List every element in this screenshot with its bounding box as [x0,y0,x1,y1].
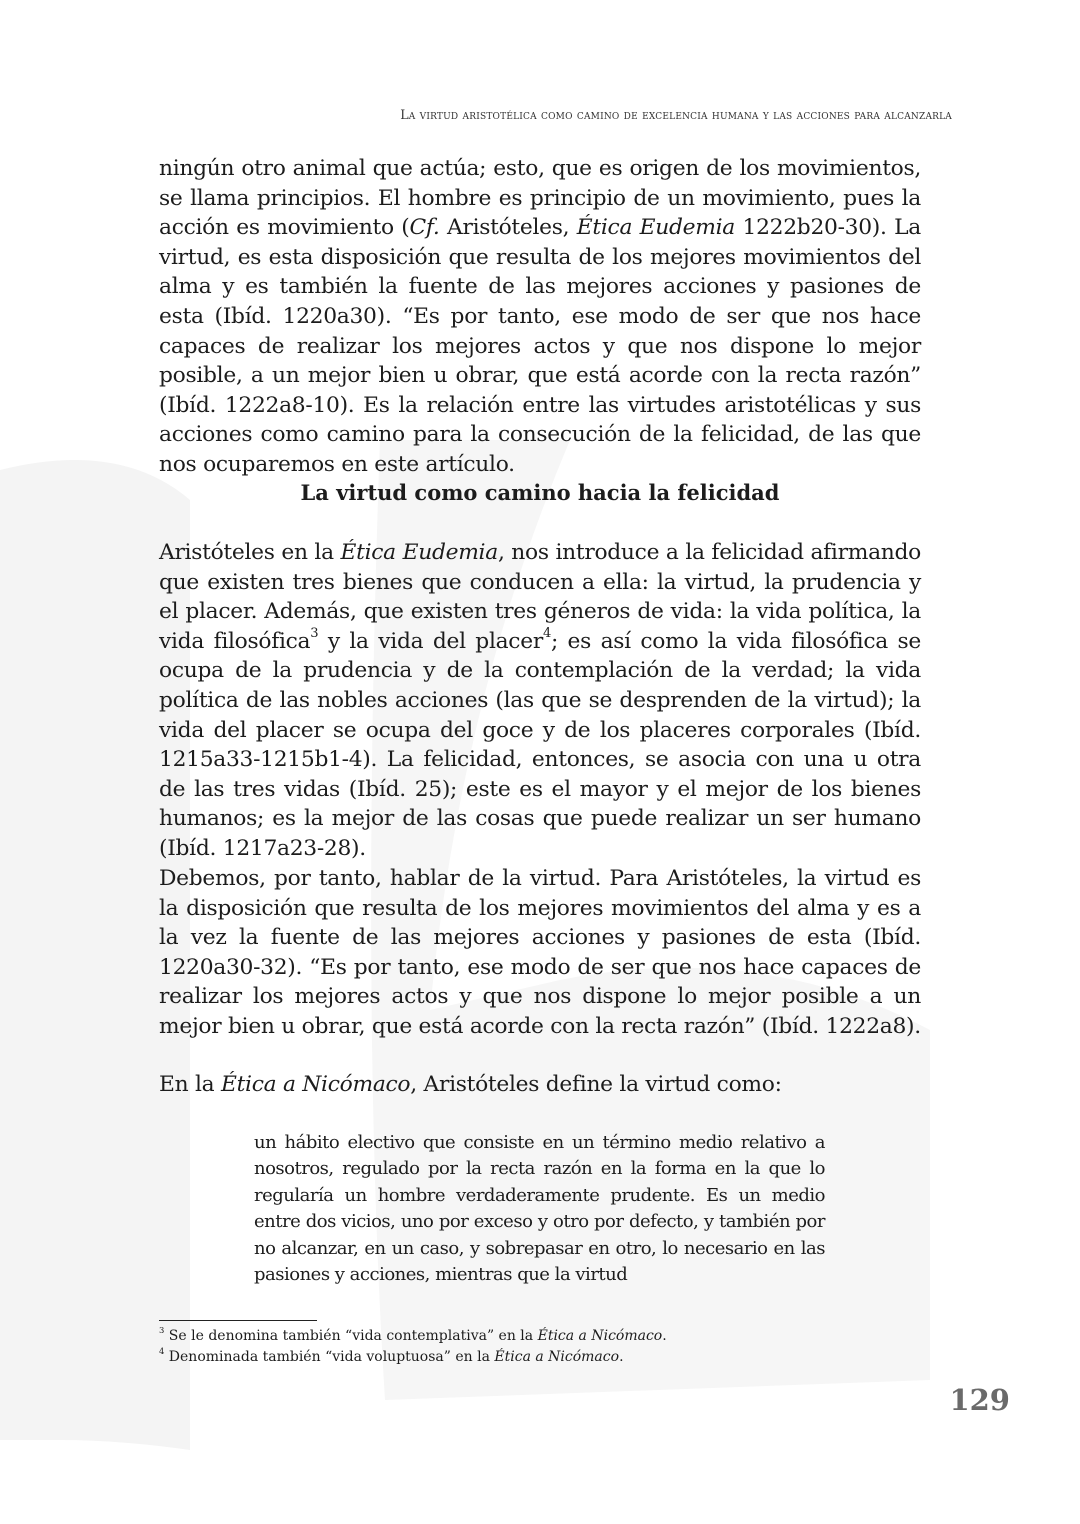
work-title: Ética a Nicómaco [220,1072,411,1097]
running-header: La virtud aristotélica como camino de excelencia humana y las acciones para alcanzarla [400,107,952,122]
work-title: Ética Eudemia [340,540,498,565]
footnote-ref-4[interactable]: 4 [542,625,551,641]
paragraph-felicidad: Aristóteles en la Ética Eudemia, nos introduce a la felicidad afirmando que existen tres bienes que conducen a ella: la virtud, la prudencia y el placer. Además, que existen tres géneros de vida: la vida política, la vida filosófica$^3$ y la vida del placer$^4$; es así como la vida filosófica se ocupa de la prudencia y de la contemplación de la verdad; la vida política de las nobles acciones (las que se desprenden de la virtud); la vida del placer se ocupa del goce y de los placeres corporales (Ibíd. 1215a33-1215b1-4). La felicidad, entonces, se asocia con una u otra de las tres vidas (Ibíd. 25); este es el mayor y el mejor de los bienes humanos; es la mejor de las cosas que puede realizar un ser humano (Ibíd. 1217a23-28). [159,540,921,861]
footnotes [159,1326,859,1368]
footnote-4: $^4$ Denominada también “vida voluptuosa” en la Ética a Nicómaco. [159,1345,624,1365]
footnote-separator [159,1320,317,1321]
intro-paragraph: ningún otro animal que actúa; esto, que es origen de los movimientos, se llama principios. El hombre es principio de un movimiento, pues la acción es movimiento (Cf. Aristóteles, Ética Eudemia 1222b20-30). La virtud, es esta disposición que resulta de los mejores movimientos del alma y es también la fuente de las mejores acciones y pasiones de esta (Ibíd. 1220a30). “Es por tanto, ese modo de ser que nos hace capaces de realizar los mejores actos y que nos dispone lo mejor posible, a un mejor bien u obrar, que está acorde con la recta razón” (Ibíd. 1222a8-10). Es la relación entre las virtudes aristotélicas y sus acciones como camino para la consecución de la felicidad, de las que nos ocuparemos en este artículo. [159,156,921,477]
block-quote: un hábito electivo que consiste en un término medio relativo a nosotros, regulado por la recta razón en la forma en la que lo regularía un hombre verdaderamente prudente. Es un medio entre dos vicios, uno por exceso y otro por defecto, y también por no alcanzar, en un caso, y sobrepasar en otro, lo necesario en las pasiones y acciones, mientras que la virtud [254,1132,825,1286]
paragraph-virtud: Debemos, por tanto, hablar de la virtud. Para Aristóteles, la virtud es la disposición que resulta de los mejores movimientos del alma y es a la vez la fuente de las mejores acciones y pasiones de esta (Ibíd. 1220a30-32). “Es por tanto, ese modo de ser que nos hace capaces de realizar los mejores actos y que nos dispone lo mejor posible a un mejor bien u obrar, que está acorde con la recta razón” (Ibíd. 1222a8). [159,866,921,1039]
section-heading: La virtud como camino hacia la felicidad [300,480,780,505]
paragraph-nicomaco-intro: En la Ética a Nicómaco, Aristóteles define la virtud como: [159,1072,782,1097]
page-number: 129 [949,1383,1010,1417]
work-title: Ética Eudemia [576,215,735,241]
footnote-3: $^3$ Se le denomina también “vida contemplativa” en la Ética a Nicómaco. [159,1324,667,1344]
cf-abbreviation: Cf. [409,215,440,241]
footnote-ref-3[interactable]: 3 [310,625,319,641]
